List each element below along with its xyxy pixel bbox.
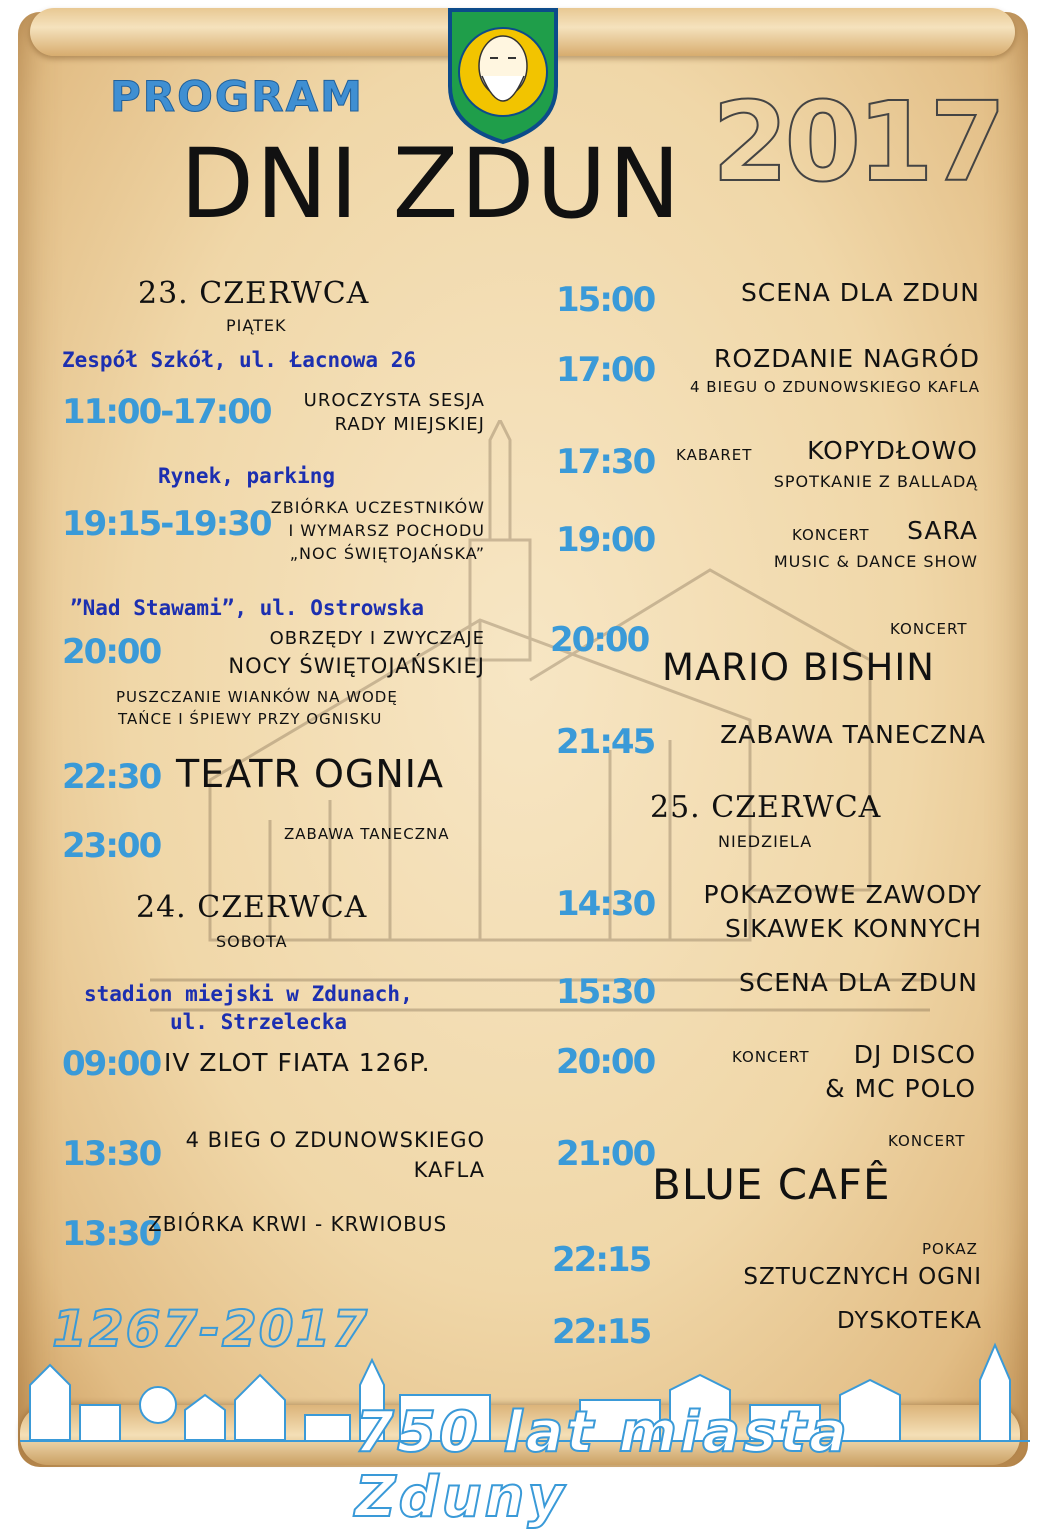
day1-e2-time: 19:15-19:30	[62, 504, 271, 544]
day2-venue1: stadion miejski w Zdunach,	[84, 982, 413, 1006]
day1-e4-line1: TEATR OGNIA	[176, 752, 444, 796]
day1-e3-line4: TAŃCE I ŚPIEWY PRZY OGNISKU	[118, 710, 383, 728]
day2-e7-time: 19:00	[556, 520, 655, 560]
day2-e6-time: 17:30	[556, 442, 655, 482]
day1-e1-line2: RADY MIEJSKIEJ	[334, 414, 485, 435]
day2-e9-time: 21:45	[556, 722, 655, 762]
day2-e7-pre: KONCERT	[792, 526, 870, 544]
day3-date: 25. CZERWCA	[650, 790, 882, 825]
day3-e2-line1: SCENA DLA ZDUN	[738, 968, 978, 997]
day2-e3-line1: ZBIÓRKA KRWI - KRWIOBUS	[148, 1212, 448, 1236]
years-range: 1267-2017	[52, 1300, 370, 1358]
day3-e3-time: 20:00	[556, 1042, 655, 1082]
day1-date: 23. CZERWCA	[138, 276, 370, 311]
day2-e6-line1: KOPYDŁOWO	[807, 436, 978, 465]
day2-venue2: ul. Strzelecka	[170, 1010, 348, 1034]
day1-e5-time: 23:00	[62, 826, 161, 866]
day2-e8-time: 20:00	[550, 620, 649, 660]
day2-e7-line1: SARA	[907, 516, 978, 545]
day1-weekday: PIĄTEK	[226, 316, 287, 335]
day1-e2-line1: ZBIÓRKA UCZESTNIKÓW	[270, 498, 485, 517]
day2-e7-line2: MUSIC & DANCE SHOW	[773, 552, 978, 571]
day2-e1-time: 09:00	[62, 1044, 161, 1084]
day2-e2-line1: 4 BIEG O ZDUNOWSKIEGO	[185, 1128, 485, 1152]
day1-e3-line2: NOCY ŚWIĘTOJAŃSKIEJ	[228, 654, 485, 678]
day3-e1-line1: POKAZOWE ZAWODY	[703, 880, 982, 909]
day3-e5-line1: SZTUCZNYCH OGNI	[743, 1264, 982, 1290]
day3-e5-time: 22:15	[552, 1240, 651, 1280]
zduny-coat-of-arms	[444, 6, 562, 146]
day1-e2-line2: I WYMARSZ POCHODU	[288, 521, 485, 540]
day1-venue2: Rynek, parking	[158, 464, 336, 488]
day2-e5-line1: ROZDANIE NAGRÓD	[714, 344, 980, 373]
day2-e4-line1: SCENA DLA ZDUN	[740, 278, 980, 307]
anniversary-banner: 750 lat miasta Zduny	[355, 1400, 850, 1530]
day3-e1-line2: SIKAWEK KONNYCH	[724, 914, 982, 943]
day1-e3-time: 20:00	[62, 632, 161, 672]
event-title: DNI ZDUN	[180, 128, 683, 240]
day3-e5-pre: POKAZ	[922, 1240, 978, 1258]
day2-e3-time: 13:30	[62, 1214, 161, 1254]
day3-e3-pre: KONCERT	[732, 1048, 810, 1066]
day2-e5-line2: 4 BIEGU O ZDUNOWSKIEGO KAFLA	[690, 378, 980, 396]
program-heading: PROGRAM	[110, 72, 364, 121]
day1-venue1: Zespół Szkół, ul. Łacnowa 26	[62, 348, 417, 372]
day3-e4-line1: BLUE CAFÊ	[652, 1160, 891, 1209]
day2-e6-pre: KABARET	[676, 446, 753, 464]
day1-e5-line1: ZABAWA TANECZNA	[284, 825, 450, 843]
day1-e4-time: 22:30	[62, 757, 161, 797]
day2-e5-time: 17:00	[556, 350, 655, 390]
day3-e2-time: 15:30	[556, 972, 655, 1012]
day2-e2-line2: KAFLA	[413, 1158, 485, 1182]
day2-e8-pre: KONCERT	[890, 620, 968, 638]
day3-e6-line1: DYSKOTEKA	[836, 1308, 982, 1334]
day1-e3-line1: OBRZĘDY I ZWYCZAJE	[269, 628, 485, 649]
day1-e3-line3: PUSZCZANIE WIANKÓW NA WODĘ	[116, 688, 398, 706]
day3-e1-time: 14:30	[556, 884, 655, 924]
day3-e3-line2: & MC POLO	[825, 1074, 976, 1103]
year-outline: 2017	[712, 78, 1003, 206]
day1-e1-line1: UROCZYSTA SESJA	[303, 390, 485, 411]
day2-e6-line2: SPOTKANIE Z BALLADĄ	[773, 472, 978, 491]
day3-e6-time: 22:15	[552, 1312, 651, 1352]
day2-e2-time: 13:30	[62, 1134, 161, 1174]
day3-e3-line1: DJ DISCO	[853, 1040, 976, 1069]
day2-date: 24. CZERWCA	[136, 890, 368, 925]
day1-venue3: ”Nad Stawami”, ul. Ostrowska	[70, 596, 425, 620]
day2-weekday: SOBOTA	[216, 932, 288, 951]
day3-e4-time: 21:00	[556, 1134, 655, 1174]
day3-weekday: NIEDZIELA	[718, 832, 813, 851]
day2-e8-line1: MARIO BISHIN	[662, 646, 935, 689]
day2-e9-line1: ZABAWA TANECZNA	[720, 720, 986, 749]
day1-e1-time: 11:00-17:00	[62, 392, 271, 432]
day2-e4-time: 15:00	[556, 280, 655, 320]
day2-e1-line1: IV ZLOT FIATA 126P.	[164, 1048, 431, 1077]
day1-e2-line3: „NOC ŚWIĘTOJAŃSKA”	[289, 544, 485, 563]
day3-e4-pre: KONCERT	[888, 1132, 966, 1150]
